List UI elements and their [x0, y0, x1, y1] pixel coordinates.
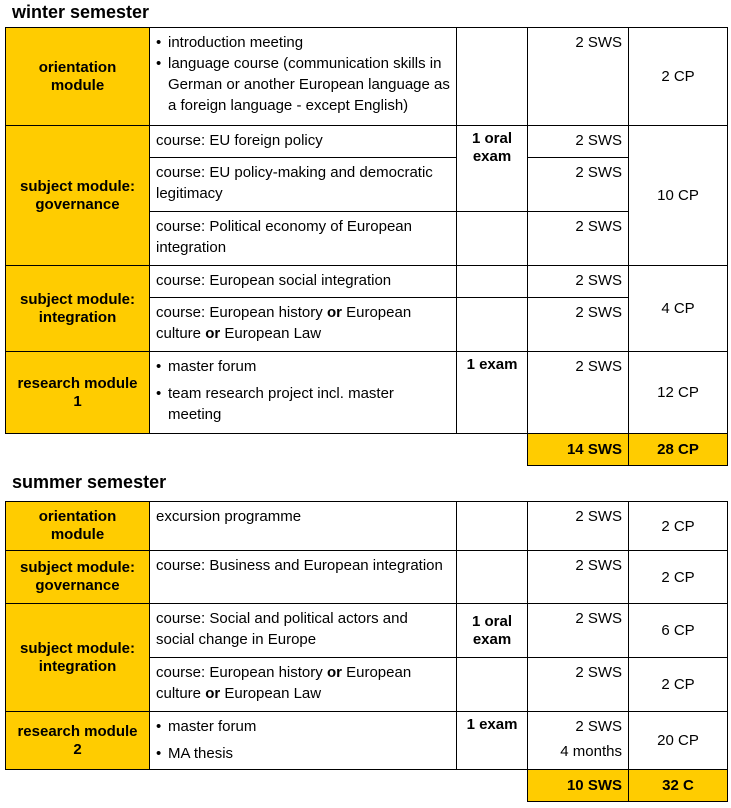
sws-value: 2 SWS [528, 28, 629, 126]
sws-value: 2 SWS [528, 604, 629, 658]
sws-value [528, 712, 629, 770]
list-item: • master forum [156, 356, 450, 377]
module-name: research module 1 [6, 352, 150, 434]
exam-cell [457, 28, 528, 126]
summer-semester-table [5, 501, 728, 802]
course-name: course: EU foreign policy [150, 126, 457, 158]
table-row [6, 352, 728, 434]
module-name: subject module: integration [6, 266, 150, 352]
exam-type: 1 oral exam [457, 604, 528, 658]
sws-value: 2 SWS [528, 126, 629, 158]
total-cp: 32 C [629, 770, 728, 802]
course-cell [150, 352, 457, 434]
thesis-duration: 4 months [560, 743, 622, 760]
course-name: course: Political economy of European integration [150, 212, 457, 266]
module-name: orientation module [6, 502, 150, 551]
table-row [6, 266, 728, 298]
total-row [6, 434, 728, 466]
total-cp: 28 CP [629, 434, 728, 466]
table-row [6, 604, 728, 658]
module-name: research module 2 [6, 712, 150, 770]
sws-value: 2 SWS [528, 658, 629, 712]
cp-value: 2 CP [629, 658, 728, 712]
course-name: course: Social and political actors and social change in Europe [150, 604, 457, 658]
cp-value: 6 CP [629, 604, 728, 658]
cp-value: 2 CP [629, 502, 728, 551]
exam-cell [457, 298, 528, 352]
course-name: course: European history or European culture or European Law [150, 658, 457, 712]
module-name: subject module: governance [6, 126, 150, 266]
summer-semester-title: summer semester [12, 472, 167, 492]
exam-type: 1 exam [457, 352, 528, 434]
total-row [6, 770, 728, 802]
table-row [6, 502, 728, 551]
cp-value: 12 CP [629, 352, 728, 434]
cp-value: 10 CP [629, 126, 728, 266]
cp-value: 20 CP [629, 712, 728, 770]
exam-type: 1 oral exam [457, 126, 528, 212]
course-name: course: EU policy-making and democratic legitimacy [150, 158, 457, 212]
course-cell [150, 712, 457, 770]
exam-cell [457, 212, 528, 266]
sws-value: 2 SWS [528, 266, 629, 298]
list-item: • MA thesis [156, 743, 450, 764]
sws-value: 2 SWS [528, 212, 629, 266]
module-name: subject module: integration [6, 604, 150, 712]
sws-value: 2 SWS [528, 298, 629, 352]
course-name: course: Business and European integration [150, 551, 457, 604]
course-name: excursion programme [150, 502, 457, 551]
total-sws: 14 SWS [528, 434, 629, 466]
exam-type: 1 exam [457, 712, 528, 770]
course-name: course: European history or European culture or European Law [150, 298, 457, 352]
table-row [6, 712, 728, 770]
module-name: orientation module [6, 28, 150, 126]
sws-value: 2 SWS [528, 352, 629, 434]
exam-cell [457, 551, 528, 604]
total-sws: 10 SWS [528, 770, 629, 802]
exam-cell [457, 658, 528, 712]
table-row [6, 551, 728, 604]
course-name: course: European social integration [150, 266, 457, 298]
sws-value: 2 SWS [528, 502, 629, 551]
cp-value: 2 CP [629, 551, 728, 604]
sws-value: 2 SWS [528, 551, 629, 604]
table-row [6, 126, 728, 158]
cp-value: 2 CP [629, 28, 728, 126]
module-name: subject module: governance [6, 551, 150, 604]
list-item: • language course (communication skills in German or another European language as a foreign language - except English) [156, 53, 450, 116]
course-cell [150, 28, 457, 126]
sws-value: 2 SWS [528, 158, 629, 212]
list-item: • team research project incl. master meeting [156, 383, 450, 425]
cp-value: 4 CP [629, 266, 728, 352]
sws-value: 2 SWS [575, 718, 622, 735]
winter-semester-title: winter semester [12, 2, 150, 22]
exam-cell [457, 266, 528, 298]
table-row [6, 28, 728, 126]
list-item: • introduction meeting [156, 32, 450, 53]
exam-cell [457, 502, 528, 551]
list-item: • master forum [156, 716, 450, 737]
winter-semester-table [5, 27, 728, 466]
